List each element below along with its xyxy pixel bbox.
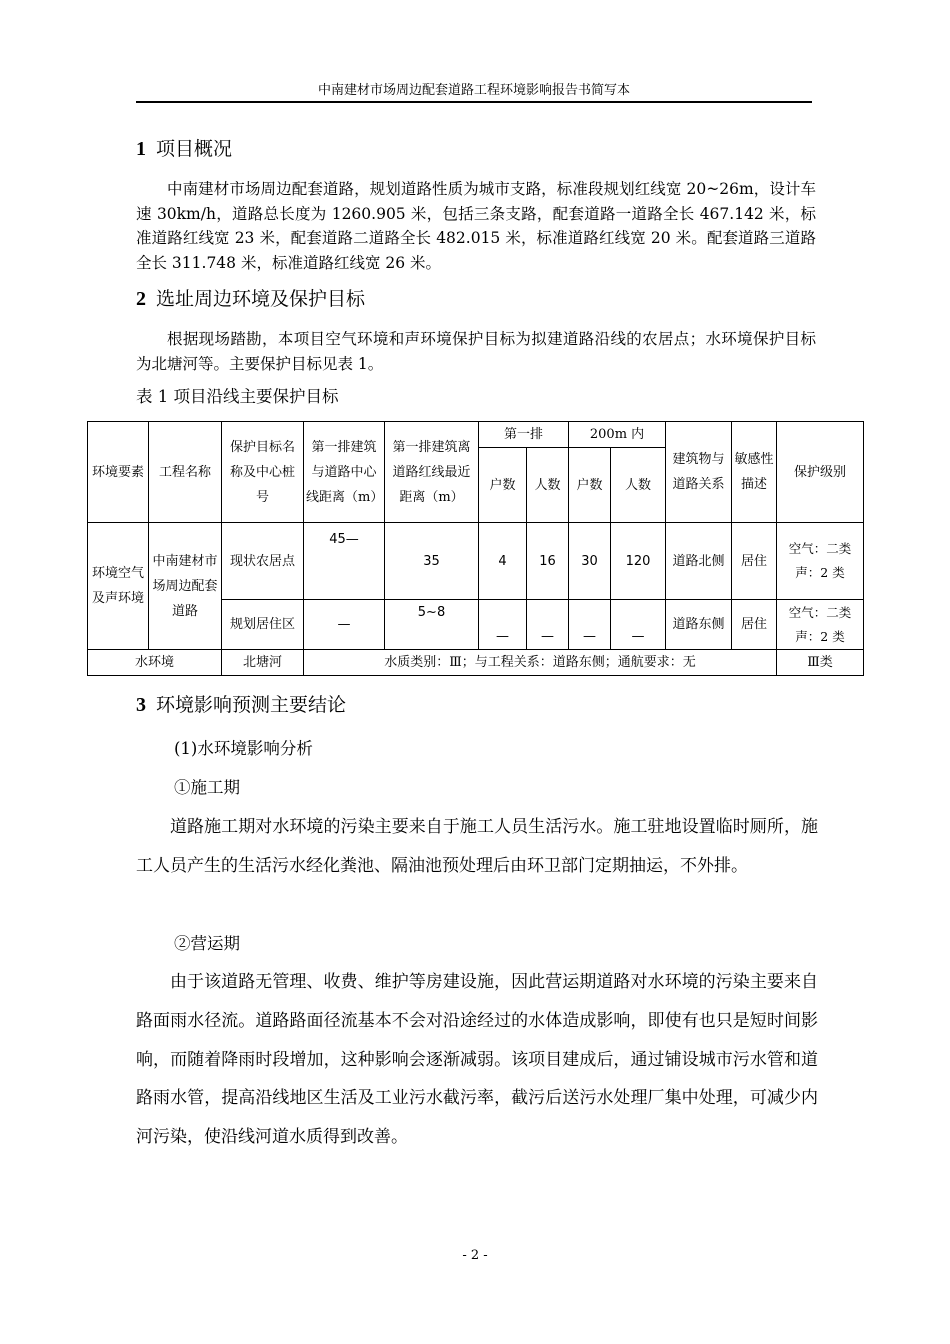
- th-people-200m: 人数: [611, 448, 666, 523]
- cell-relation: 道路北侧: [666, 523, 732, 600]
- th-sensitivity: 敏感性描述: [732, 422, 777, 523]
- paragraph-construction: 道路施工期对水环境的污染主要来自于施工人员生活污水。施工驻地设置临时厕所，施工人员产生的生活污水经化粪池、隔油池预处理后由环卫部门定期抽运，不外排。: [136, 817, 818, 876]
- page-number: - 2 -: [462, 1248, 488, 1263]
- cell-water-level: Ⅲ类: [777, 650, 864, 676]
- cell-households-200m: 30: [569, 523, 611, 600]
- section-2-paragraph: 根据现场踏勘，本项目空气环境和声环境保护目标为拟建道路沿线的农居点；水环境保护目标为北塘河等。主要保护目标见表 1。: [136, 330, 816, 373]
- header-rule: [136, 101, 812, 103]
- cell-level: [777, 600, 864, 650]
- cell-level-air: 空气：二类: [788, 541, 852, 556]
- th-project: 工程名称: [149, 422, 222, 523]
- cell-households: 4: [479, 523, 527, 600]
- subsection-construction: ①施工期: [174, 778, 240, 797]
- running-header: 中南建材市场周边配套道路工程环境影响报告书简写本: [317, 83, 630, 98]
- section-3-title: 环境影响预测主要结论: [156, 694, 347, 716]
- th-people: 人数: [527, 448, 569, 523]
- section-1-number: 1: [136, 138, 146, 160]
- section-2-number: 2: [136, 288, 146, 310]
- table-header-row-1: [88, 422, 864, 448]
- cell-relation: 道路东侧: [666, 600, 732, 650]
- th-households-200m: 户数: [569, 448, 611, 523]
- th-within-200m: 200m 内: [569, 422, 666, 448]
- cell-people: 16: [527, 523, 569, 600]
- table-row: [88, 523, 864, 600]
- th-level: 保护级别: [777, 422, 864, 523]
- cell-env-air-noise: 环境空气及声环境: [88, 523, 149, 650]
- cell-people-200m: —: [611, 600, 666, 650]
- cell-level-noise: 声：2 类: [795, 565, 845, 580]
- cell-people: —: [527, 600, 569, 650]
- cell-project-name: 中南建材市场周边配套道路: [149, 523, 222, 650]
- cell-target: 现状农居点: [222, 523, 304, 600]
- cell-level-noise: 声：2 类: [795, 628, 845, 644]
- cell-level-air: 空气：二类: [788, 604, 852, 620]
- th-env: 环境要素: [88, 422, 149, 523]
- subsection-operation: ②营运期: [174, 934, 240, 953]
- th-dist-center: 第一排建筑与道路中心线距离（m）: [304, 422, 385, 523]
- th-target: 保护目标名称及中心桩号: [222, 422, 304, 523]
- cell-target: 规划居住区: [222, 600, 304, 650]
- section-2-title: 选址周边环境及保护目标: [156, 288, 366, 310]
- cell-dist-center: 45—: [304, 523, 385, 600]
- section-1-paragraph: 中南建材市场周边配套道路，规划道路性质为城市支路，标准段规划红线宽 20~26m，设计车速 30km/h，道路总长度为 1260.905 米，包括三条支路，配套道路一道路全长 467.142 米，标准道路红线宽 23 米，配套道路二道路全长 482.015 米，标准道路红线宽 20 米。配套道路三道路全长 311.748 米，标准道路红线宽 26 米。: [136, 180, 816, 272]
- section-3-heading: [136, 692, 346, 718]
- table-caption: 表 1 项目沿线主要保护目标: [136, 387, 339, 406]
- th-first-row: 第一排: [479, 422, 569, 448]
- cell-people-200m: 120: [611, 523, 666, 600]
- table-row-water: [88, 650, 864, 676]
- cell-water-desc: 水质类别：Ⅲ；与工程关系：道路东侧；通航要求：无: [304, 650, 777, 676]
- protection-targets-table: [87, 421, 864, 676]
- cell-sensitivity: 居住: [732, 600, 777, 650]
- section-3-number: 3: [136, 694, 146, 716]
- subsection-water-impact: (1)水环境影响分析: [174, 739, 313, 758]
- section-1-title: 项目概况: [156, 138, 233, 160]
- cell-dist-red: 35: [385, 523, 479, 600]
- th-households: 户数: [479, 448, 527, 523]
- paragraph-operation: 由于该道路无管理、收费、维护等房建设施，因此营运期道路对水环境的污染主要来自路面雨水径流。道路路面径流基本不会对沿途经过的水体造成影响，即使有也只是短时间影响，而随着降雨时段增加，这种影响会逐渐减弱。该项目建成后，通过铺设城市污水管和道路雨水管，提高沿线地区生活及工业污水截污率，截污后送污水处理厂集中处理，可减少内河污染，使沿线河道水质得到改善。: [136, 972, 818, 1148]
- cell-households: —: [479, 600, 527, 650]
- cell-water-target: 北塘河: [222, 650, 304, 676]
- section-1-heading: [136, 136, 232, 162]
- cell-dist-red: 5~8: [385, 600, 479, 650]
- cell-dist-center: —: [304, 600, 385, 650]
- th-dist-red: 第一排建筑离道路红线最近距离（m）: [385, 422, 479, 523]
- cell-level: [777, 523, 864, 600]
- th-relation: 建筑物与道路关系: [666, 422, 732, 523]
- cell-env-water: 水环境: [88, 650, 222, 676]
- cell-households-200m: —: [569, 600, 611, 650]
- cell-sensitivity: 居住: [732, 523, 777, 600]
- section-2-heading: [136, 286, 365, 312]
